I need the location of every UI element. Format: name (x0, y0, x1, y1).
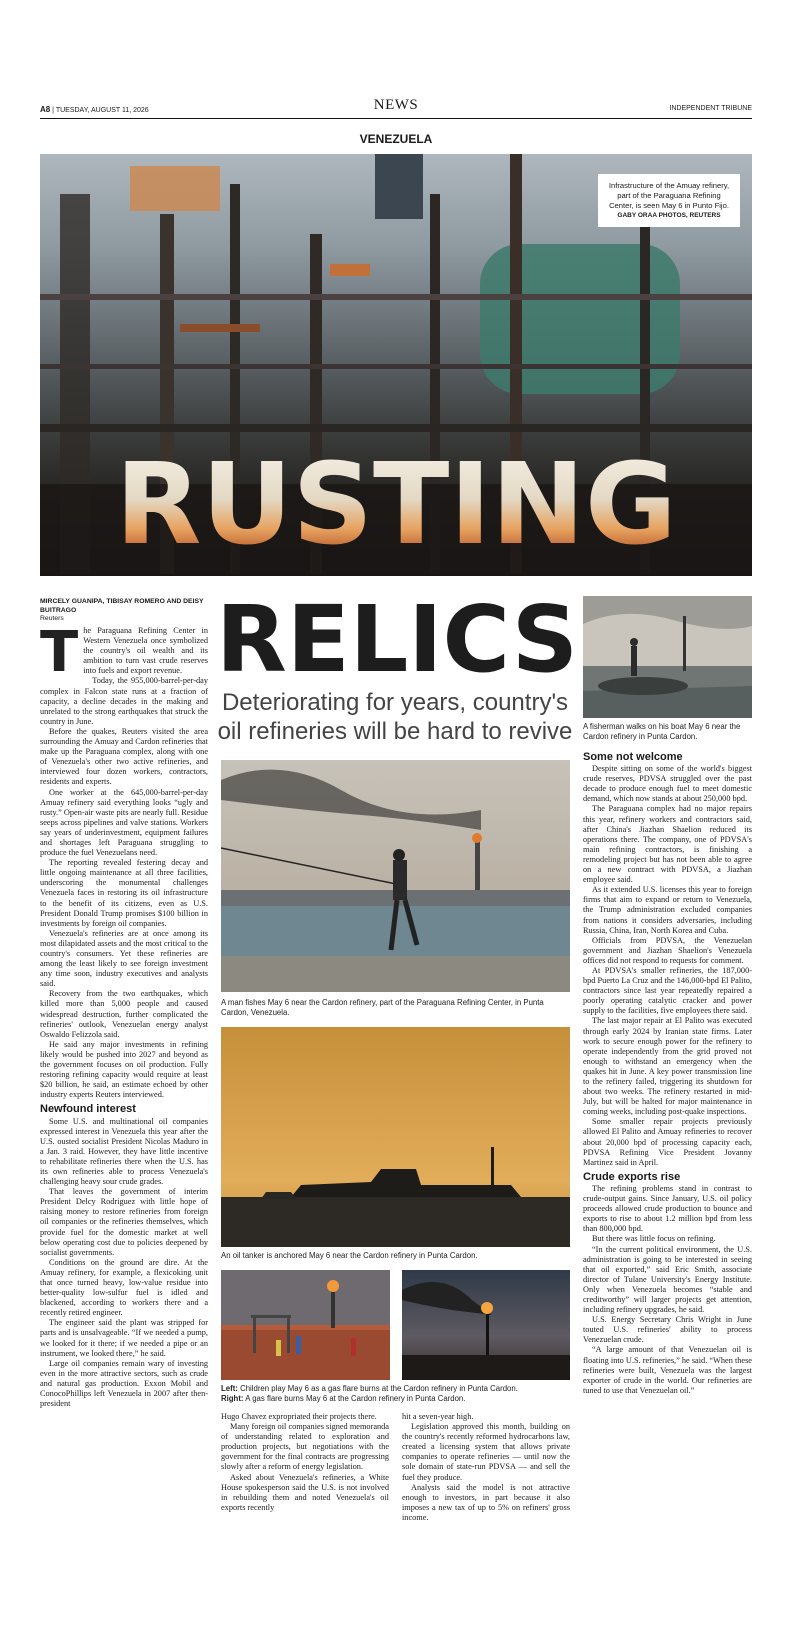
issue-date: TUESDAY, AUGUST 11, 2026 (55, 107, 149, 114)
paragraph: “A large amount of that Venezuelan oil is floating into U.S. refineries,” he said. “When these refineries were built, Venezuela was the largest exporter of crude in the world. Our refineries are tuned to use that Venezuelan oil.” (583, 1345, 752, 1395)
byline-authors: MIRCELY GUANIPA, TIBISAY ROMERO AND DEISY BUITRAGO (40, 598, 204, 614)
headline-relics: RELICS (216, 586, 579, 693)
hero-caption (598, 174, 740, 227)
paragraph: The reporting revealed festering decay and little ongoing maintenance at all three facilities, underscoring the monumental challenges Venezuela faces in restoring its oil infrastructure to the benefit of its citizens, even as U.S. President Donald Trump promises $100 billion in investments by foreign oil companies. (40, 858, 208, 928)
photo-children-play-art (221, 1270, 390, 1380)
paragraph: U.S. Energy Secretary Chris Wright in June touted U.S. refineries' ability to process Venezuelan crude. (583, 1315, 752, 1345)
caption-left-label: Left: (221, 1384, 238, 1393)
newspaper-name: INDEPENDENT TRIBUNE (669, 105, 752, 112)
paragraph: Asked about Venezuela's refineries, a White House spokesperson said the U.S. is not involved in rebuilding them and noted Venezuela's oil exports recently (221, 1472, 389, 1512)
paragraph: At PDVSA's smaller refineries, the 187,000-bpd Puerto La Cruz and the 146,000-bpd El Palito, contractors since last year repeatedly repaired a poorly operating catalytic cracker and power supply to the facilities, five employees there said. (583, 965, 752, 1016)
page-dateline: A8 | TUESDAY, AUGUST 11, 2026 (40, 105, 149, 114)
paragraph: He said any major investments in refining likely would be pushed into 2027 and beyond as the government focuses on oil production. Fully restoring refining capacity would require at least $20 billion, he said, an estimate echoed by other industry experts Reuters interviewed. (40, 1039, 208, 1100)
photo-fisherman-boat (583, 596, 752, 718)
paragraph: “In the current political environment, the U.S. administration is going to be interested in seeing that oil exported,” said Eric Smith, associate director of Tulane University's Energy Institute. Only when Venezuela becomes “stable and creditworthy” will larger projects get attention, including refinery upgrades, he said. (583, 1244, 752, 1315)
article-column-1 (40, 620, 208, 1409)
subhead: Crude exports rise (583, 1170, 681, 1183)
caption-right (221, 1394, 570, 1404)
caption-left-text: Children play May 6 as a gas flare burns at the Cardon refinery in Punta Cardon. (240, 1384, 518, 1393)
caption-right-text: A gas flare burns May 6 at the Cardon refinery in Punta Cardon. (245, 1394, 466, 1403)
photo-gas-flare (402, 1270, 570, 1380)
paragraph: The engineer said the plant was stripped for parts and is unsalvageable. “If we needed a pump, we looked for it there; if we needed a pipe or an instrument, we looked there,” he said. (40, 1318, 208, 1358)
photo-man-fishes-art (221, 760, 570, 992)
article-column-4 (583, 752, 752, 1396)
paragraph: Analysts said the model is not attractive enough to investors, in part because it also imposes a new tax of up to 5% on refiners' gross income. (402, 1482, 570, 1522)
subhead: Newfound interest (40, 1103, 136, 1116)
paragraph: Officials from PDVSA, the Venezuelan government and Jiazhan Shaelion's Venezuela offices did not respond to requests for comment. (583, 935, 752, 965)
caption-left-right (221, 1384, 570, 1404)
section-title: NEWS (373, 97, 419, 113)
article-column-2 (221, 1412, 389, 1513)
paragraph: Some smaller repair projects previously allowed El Palito and Amuay refineries to recover about 20,000 bpd of processing capacity each, PDVSA Refining Vice President Jovanny Martinez said in April. (583, 1117, 752, 1167)
photo-man-fishes (221, 760, 570, 992)
caption-left (221, 1384, 570, 1394)
paragraph: Despite sitting on some of the world's biggest crude reserves, PDVSA struggled over the past decade to produce enough fuel to meet domestic demand, which now stands at about 250,000 bpd. (583, 764, 752, 804)
headline-rusting: RUSTING (40, 449, 752, 561)
caption-fisherman-boat: A fisherman walks on his boat May 6 near the Cardon refinery in Punta Cardon. (583, 722, 741, 741)
paragraph: Large oil companies remain wary of investing even in the more attractive sectors, such as crude and natural gas production. Exxon Mobil and ConocoPhillips left Venezuela in 2007 after then-president (40, 1358, 208, 1409)
caption-right-label: Right: (221, 1394, 244, 1403)
page-number: A8 (40, 105, 51, 114)
paragraph: Hugo Chavez expropriated their projects there. (221, 1412, 377, 1421)
paragraph: Today, the 955,000-barrel-per-day complex in Falcon state runs at a fraction of capacity, a decline decades in the making and unrelated to the strong earthquakes that struck the country in June. (40, 676, 208, 726)
photo-oil-tanker (221, 1027, 570, 1247)
paragraph: Before the quakes, Reuters visited the area surrounding the Amuay and Cardon refineries that make up the Paraguana complex, along with one of Venezuela's other two active refineries, and interviewed four dozen workers, contractors, residents and experts. (40, 726, 208, 787)
photo-credit: GABY ORAA PHOTOS, REUTERS (617, 212, 721, 219)
paragraph: Recovery from the two earthquakes, which killed more than 5,000 people and caused widespread destruction, further complicated the refineries' outlook, Venezuelan energy analyst Oswaldo Felizzola said. (40, 989, 208, 1039)
deck: Deteriorating for years, country's oil refineries will be hard to revive (217, 689, 573, 745)
paragraph: he Paraguana Refining Center in Western Venezuela once symbolized the country's oil wealth and its ambition to turn vast crude reserves into fuels and export revenue. (83, 626, 208, 676)
paragraph: Legislation approved this month, building on the country's recently reformed hydrocarbons law, created a licensing system that allows private companies to operate refineries — until now the sole domain of state-run PDVSA — and sell the fuel they produce. (402, 1422, 570, 1482)
paragraph: That leaves the government of interim President Delcy Rodriguez with little hope of raising money to restore refineries from foreign oil companies or the refineries themselves, which provide fuel for the domestic market at well below operating cost due to policies deepened by socialist governments. (40, 1187, 208, 1257)
photo-children-play (221, 1270, 390, 1380)
paragraph: As it extended U.S. licenses this year to foreign firms that aim to expand or return to Venezuela, the Trump administration excluded companies from nations it considers adversaries, including Russia, China, Iran, North Korea and Cuba. (583, 885, 752, 935)
byline-agency: Reuters (40, 615, 64, 622)
header-rule (40, 118, 752, 119)
paragraph: hit a seven-year high. (402, 1412, 474, 1421)
paragraph: But there was little focus on refining. (592, 1234, 716, 1244)
article-column-3 (402, 1412, 570, 1523)
paragraph: One worker at the 645,000-barrel-per-day Amuay refinery said everything looks “ugly and rusty.” Open-air waste pits are nearly full. Residue seeps across pipelines and valve stations. Workers say years of underinvestment, equipment failures and shortages left Paraguana struggling to produce the fuel Venezuelans need. (40, 787, 208, 858)
paragraph: Venezuela's refineries are at once among its most dilapidated assets and the most critical to the country's consumers. Yet these refineries are among the least likely to see foreign investment any time soon, industry executives and analysts said. (40, 928, 208, 989)
paragraph: Some U.S. and multinational oil companies expressed interest in Venezuela this year after the U.S. ousted socialist President Nicolas Maduro in a Jan. 3 raid. However, they have little incentive to rehabilitate refineries there when the U.S. has its own refineries able to process Venezuela's challenging heavy sour crude grades. (40, 1116, 208, 1187)
hero-photo (40, 154, 752, 576)
subhead: Some not welcome (583, 751, 683, 763)
photo-oil-tanker-art (221, 1027, 570, 1247)
paragraph: Many foreign oil companies signed memoranda of understanding related to exploration and production projects, but negotiations with the government for the final contracts are progressing slowly after a reform of energy legislation. (221, 1422, 389, 1472)
paragraph: Conditions on the ground are dire. At the Amuay refinery, for example, a flexicoking unit that once turned heavy, low-value residue into better-quality low-sulfur fuel is idled and blackened, according to workers there and a recently retired engineer. (40, 1257, 208, 1318)
page-header (40, 97, 752, 117)
caption-man-fishes: A man fishes May 6 near the Cardon refinery, part of the Paraguana Refining Center, in Punta Cardon, Venezuela. (221, 998, 544, 1017)
photo-fisherman-boat-art (583, 596, 752, 718)
drop-cap: T (40, 620, 79, 685)
paragraph: The refining problems stand in contrast to crude-output gains. Since January, U.S. oil policy proceeds allowed crude production to bounce and exports to rise to about 1.2 million bpd from less than 800,000 bpd. (583, 1183, 752, 1234)
section-label: VENEZUELA (359, 132, 433, 146)
caption-oil-tanker: An oil tanker is anchored May 6 near the Cardon refinery in Punta Cardon. (221, 1251, 478, 1260)
paragraph: The Paraguana complex had no major repairs this year, refinery workers and contractors said, after China's Jiazhan Shaelion reduced its operations there. The company, one of PDVSA's main refining contractors, is finishing a remodeling project but has not been able to agree on a new contract with PDVSA, a Jiazhan employee said. (583, 804, 752, 885)
paragraph: The last major repair at El Palito was executed through early 2024 by Iranian state firms. Later work to secure enough power for the refinery to operate independently from the grid proved not enough to withstand an emergency when the quakes hit in June. A key power transmission line to the refinery failed, triggering its shutdown for about two weeks. The refinery restarted in mid-July, but will be halted for major maintenance in coming weeks, including post-quake inspections. (583, 1016, 752, 1117)
hero-caption-text: Infrastructure of the Amuay refinery, part of the Paraguana Refining Center, is seen May 6 in Punto Fijo. (608, 181, 730, 210)
photo-gas-flare-art (402, 1270, 570, 1380)
